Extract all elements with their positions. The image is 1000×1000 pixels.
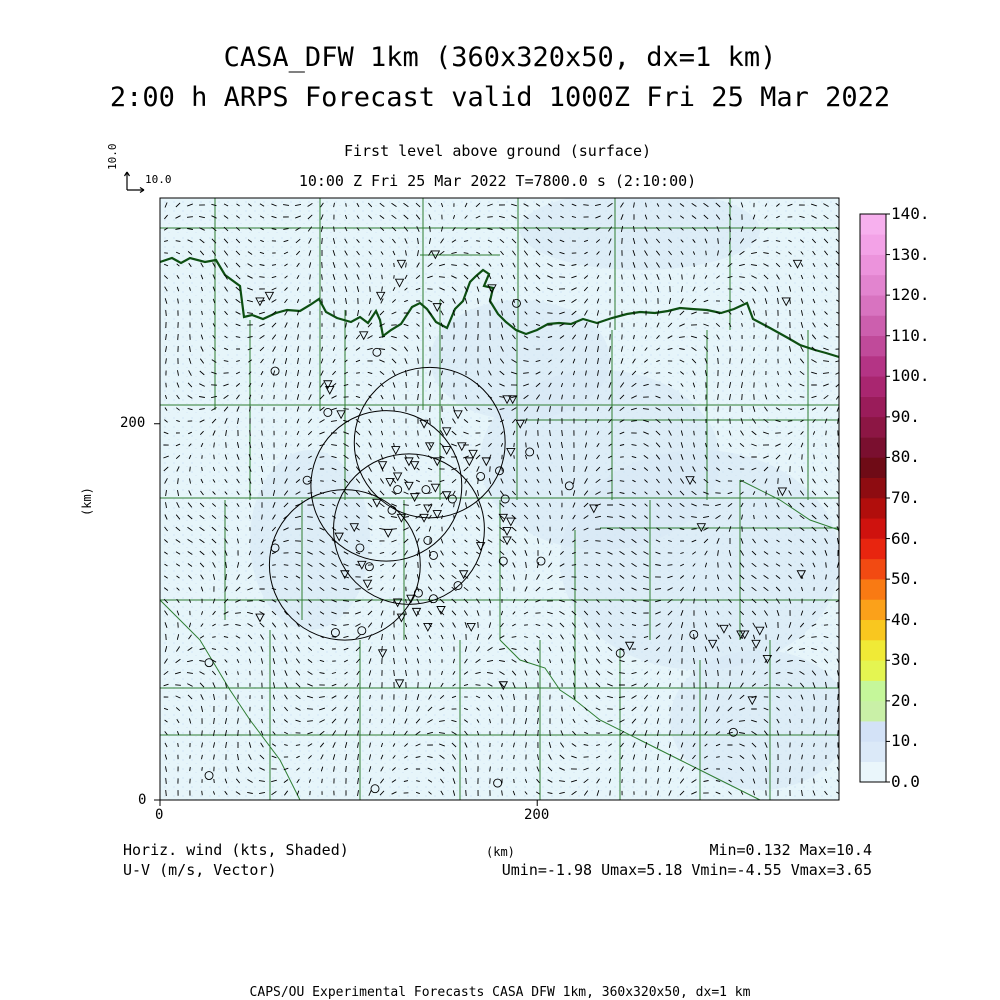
colorbar-swatch — [860, 498, 886, 519]
y-tick-label-200: 200 — [120, 415, 146, 431]
colorbar-label: 60. — [891, 528, 920, 548]
ref-vector-horizontal-label: 10.0 — [145, 173, 172, 186]
colorbar-label: 100. — [891, 366, 930, 386]
colorbar-swatch — [860, 721, 886, 742]
ref-vector-vertical-label: 10.0 — [106, 143, 119, 170]
colorbar-label: 10. — [891, 731, 920, 751]
legend-shading-label: Horiz. wind (kts, Shaded) — [123, 841, 349, 859]
colorbar-swatch — [860, 234, 886, 255]
colorbar-swatch — [860, 762, 886, 783]
reference-vector — [125, 172, 145, 193]
wind-shading — [160, 190, 850, 800]
colorbar-label: 90. — [891, 406, 920, 426]
colorbar-label: 120. — [891, 285, 930, 305]
uv-stats: Umin=-1.98 Umax=5.18 Vmin=-4.55 Vmax=3.65 — [501, 861, 872, 879]
colorbar-label: 80. — [891, 447, 920, 467]
level-subtitle: First level above ground (surface) — [343, 142, 652, 160]
colorbar-swatch — [860, 640, 886, 661]
colorbar-swatch — [860, 518, 886, 539]
x-axis-unit: (km) — [486, 845, 515, 859]
colorbar-label: 50. — [891, 569, 920, 589]
bottom-caption: CAPS/OU Experimental Forecasts CASA DFW 1km, 360x320x50, dx=1 km — [249, 985, 751, 1000]
colorbar-label: 70. — [891, 488, 920, 507]
colorbar-label: 30. — [891, 650, 920, 670]
colorbar-swatch — [860, 437, 886, 458]
colorbar-label: 140. — [891, 204, 930, 223]
x-tick-label-200: 200 — [524, 807, 550, 823]
colorbar-swatch — [860, 376, 886, 397]
min-max-stats: Min=0.132 Max=10.4 — [709, 841, 872, 859]
forecast-valid-title: 2:00 h ARPS Forecast valid 1000Z Fri 25 Mar 2022 — [109, 82, 891, 113]
colorbar-swatch — [860, 397, 886, 418]
colorbar-swatch — [860, 539, 886, 560]
colorbar-swatch — [860, 660, 886, 681]
colorbar-swatch — [860, 336, 886, 357]
colorbar-swatch — [860, 295, 886, 316]
colorbar-swatch — [860, 599, 886, 620]
colorbar-swatch — [860, 559, 886, 580]
colorbar-swatch — [860, 417, 886, 438]
y-tick-label-0: 0 — [138, 792, 147, 808]
colorbar-swatch — [860, 275, 886, 296]
colorbar-label: 0.0 — [891, 772, 920, 791]
colorbar — [860, 214, 890, 782]
colorbar-label: 40. — [891, 609, 920, 629]
map-title: CASA_DFW 1km (360x320x50, dx=1 km) — [223, 42, 777, 73]
colorbar-swatch — [860, 315, 886, 336]
x-tick-label-0: 0 — [155, 807, 164, 823]
y-axis-unit: (km) — [80, 487, 94, 516]
colorbar-label: 20. — [891, 690, 920, 710]
colorbar-swatch — [860, 478, 886, 499]
colorbar-swatch — [860, 681, 886, 702]
colorbar-swatch — [860, 457, 886, 478]
colorbar-swatch — [860, 356, 886, 377]
colorbar-swatch — [860, 701, 886, 722]
legend-vector-label: U-V (m/s, Vector) — [123, 861, 277, 879]
colorbar-swatch — [860, 620, 886, 641]
time-subtitle: 10:00 Z Fri 25 Mar 2022 T=7800.0 s (2:10:00) — [298, 172, 697, 190]
colorbar-label: 110. — [891, 325, 930, 345]
colorbar-swatch — [860, 741, 886, 762]
colorbar-label: 130. — [891, 244, 930, 264]
colorbar-swatch — [860, 255, 886, 276]
colorbar-swatch — [860, 579, 886, 600]
colorbar-swatch — [860, 214, 886, 235]
